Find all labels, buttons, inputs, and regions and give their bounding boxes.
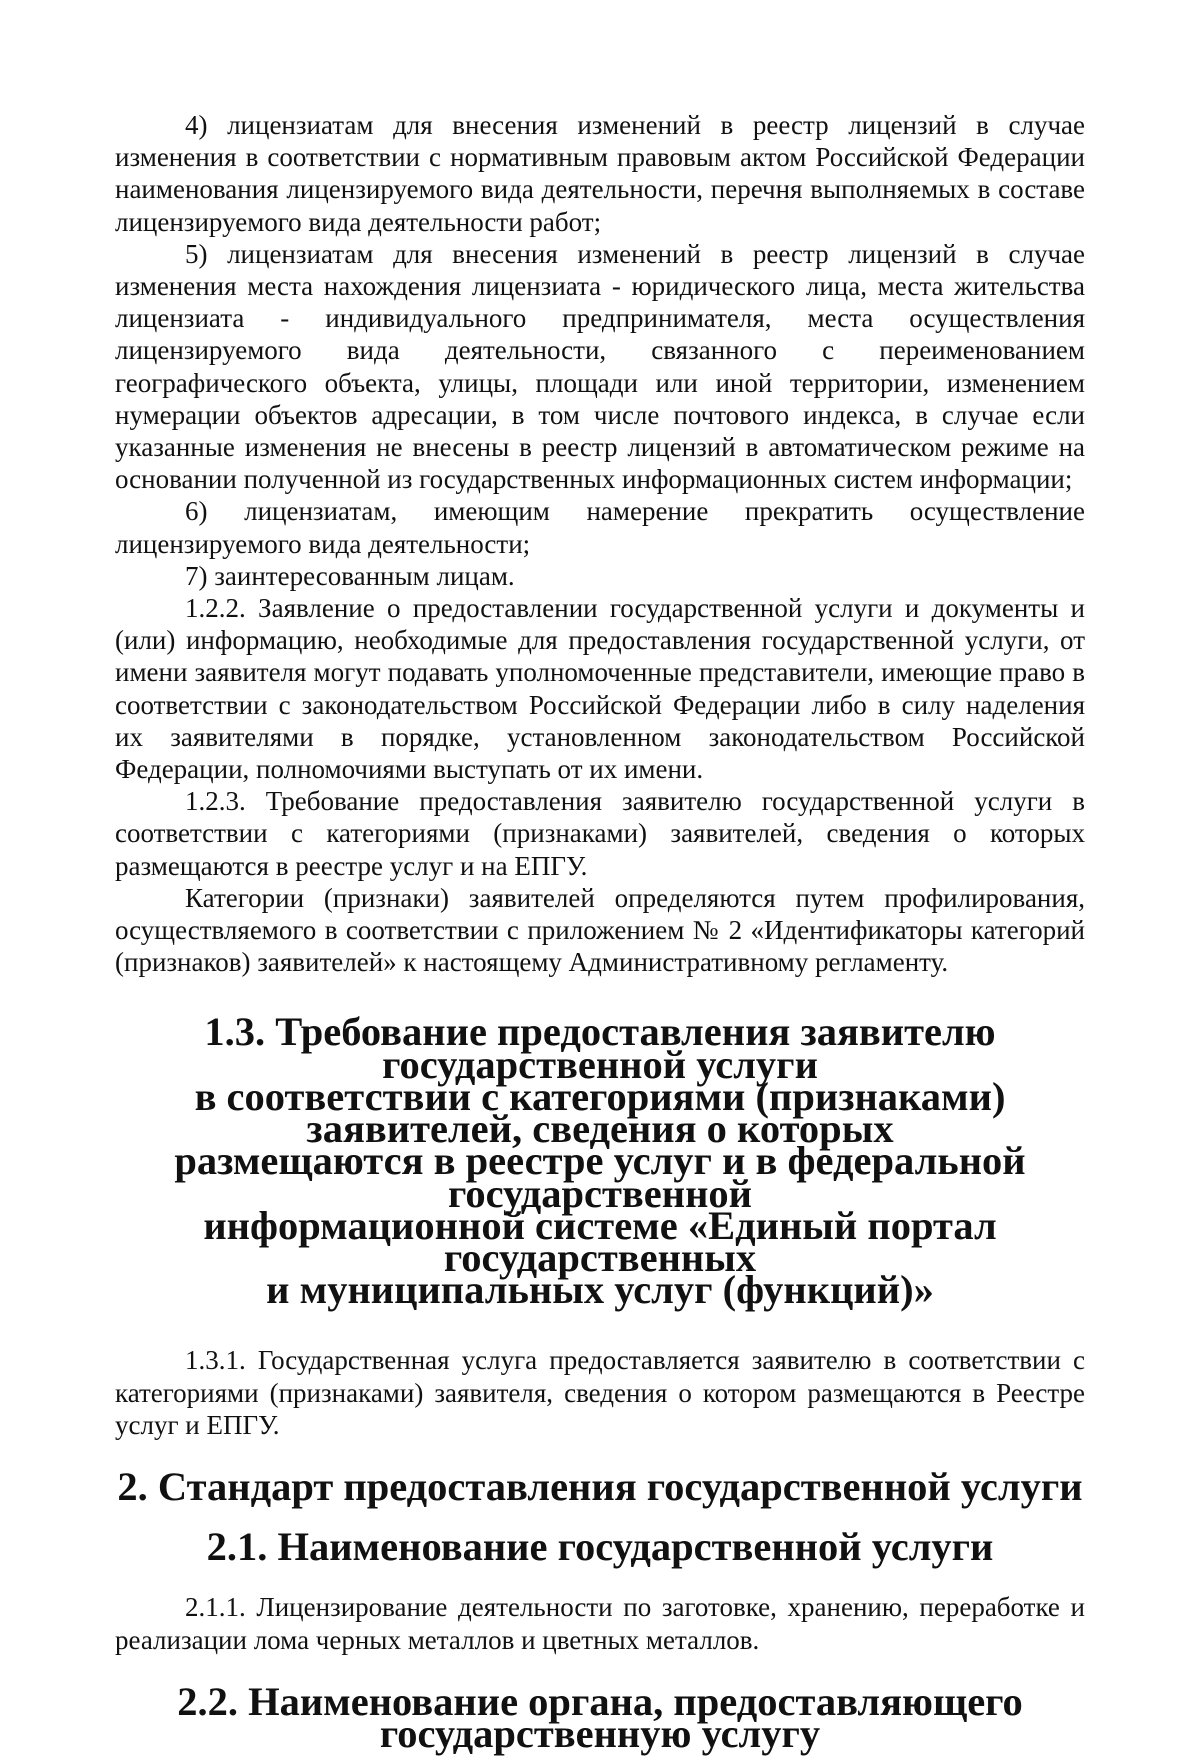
paragraph-item-7: 7) заинтересованным лицам.: [185, 560, 515, 591]
heading-2-1: 2.1. Наименование государственной услуги: [206, 1524, 994, 1570]
section-spacer: [115, 1306, 1085, 1344]
paragraph-categories: Категории (признаки) заявителей определяются путем профилирования, осуществляемого в соответствии с приложением № 2 «Идентификаторы категорий (признаков) заявителей» к настоящему Административному регламенту.: [115, 882, 1085, 978]
paragraph-1-2-2: 1.2.2. Заявление о предоставлении государственной услуги и документы и (или) информацию, необходимые для предоставления государственной услуги, от имени заявителя могут подавать уполномоченные представители, имеющие право в соответствии с законодательством Российской Федерации либо в силу наделения их заявителями в порядке, установленном законодательством Российской Федерации, полномочиями выступать от их имени.: [115, 593, 1085, 785]
heading-1-3-line: информационной системе «Единый портал государственных: [203, 1202, 997, 1280]
paragraph-1-2-3: 1.2.3. Требование предоставления заявителю государственной услуги в соответствии с категориями (признаками) заявителей, сведения о которых размещаются в реестре услуг и на ЕПГУ.: [115, 786, 1085, 881]
heading-1-3-line: 1.3. Требование предоставления заявителю государственной услуги: [204, 1009, 996, 1087]
paragraph-item-6: 6) лицензиатам, имеющим намерение прекратить осуществление лицензируемого вида деятельности;: [115, 496, 1085, 559]
paragraph-1-3-1: 1.3.1. Государственная услуга предоставляется заявителю в соответствии с категориями (признаками) заявителя, сведения о котором размещаются в Реестре услуг и ЕПГУ.: [115, 1345, 1085, 1440]
paragraph-item-4: 4) лицензиатам для внесения изменений в реестр лицензий в случае изменения в соответствии с нормативным правовым актом Российской Федерации наименования лицензируемого вида деятельности, перечня выполняемых в составе лицензируемого вида деятельности работ;: [115, 110, 1085, 237]
document-page: [115, 109, 1085, 1756]
heading-2-2: 2.2. Наименование органа, предоставляющего государственную услугу: [177, 1678, 1023, 1756]
heading-1-3-line: и муниципальных услуг (функций)»: [266, 1267, 934, 1313]
heading-1-3: [115, 1009, 1085, 1313]
paragraph-2-1-1: 2.1.1. Лицензирование деятельности по заготовке, хранению, переработке и реализации лома черных металлов и цветных металлов.: [115, 1592, 1085, 1655]
heading-1-3-line: в соответствии с категориями (признаками) заявителей, сведения о которых: [194, 1073, 1006, 1152]
paragraph-item-5: 5) лицензиатам для внесения изменений в реестр лицензий в случае изменения места нахождения лицензиата - юридического лица, места жительства лицензиата - индивидуального предпринимателя, места осуществления лицензируемого вида деятельности, связанного с переименованием географического объекта, улицы, площади или иной территории, изменением нумерации объектов адресации, в том числе почтового индекса, в случае если указанные изменения не внесены в реестр лицензий в автоматическом режиме на основании полученной из государственных информационных систем информации;: [115, 238, 1085, 495]
heading-1-3-line: размещаются в реестре услуг и в федеральной государственной: [174, 1138, 1026, 1216]
heading-2: 2. Стандарт предоставления государственной услуги: [117, 1463, 1083, 1509]
